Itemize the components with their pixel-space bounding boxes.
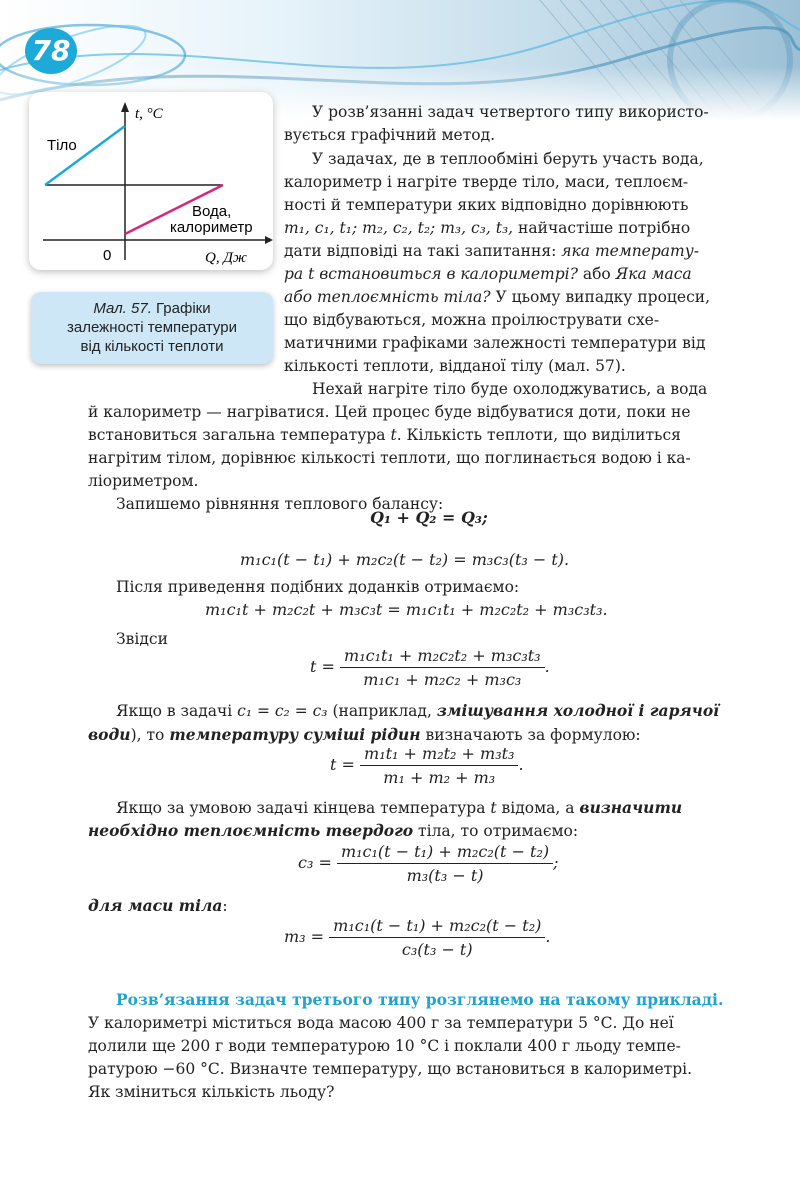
- p8a: ), то: [130, 726, 170, 744]
- p9: [116, 797, 682, 819]
- p2-line6: [284, 263, 692, 285]
- figure-caption: [31, 292, 273, 364]
- p9b: відома, а: [496, 799, 580, 817]
- p3-line3b: . Кількість теплоти, що виділиться: [396, 426, 681, 444]
- y-axis-arrow: [121, 102, 129, 112]
- p2-line3: ності й температури яких відповідно дорівнюють: [284, 196, 689, 214]
- formula-mix-numerator: m₁t₁ + m₂t₂ + m₃t₃: [360, 744, 518, 766]
- formula-c3-numerator: m₁c₁(t − t₁) + m₂c₂(t − t₂): [337, 842, 553, 864]
- formula-t: [310, 646, 550, 689]
- p7a: Якщо в задачі: [116, 702, 238, 720]
- caption-label: Мал. 57.: [93, 300, 152, 317]
- formula-c3-lhs: c₃ =: [298, 853, 332, 872]
- p8: [88, 724, 641, 746]
- body-cooling-line: [45, 126, 125, 185]
- p7-bold-italic: змішування холодної і гарячої: [436, 701, 720, 720]
- p2-line8: що відбуваються, можна проілюструвати схе-: [284, 311, 660, 329]
- p10-bold-italic: необхідно теплоємність твердого: [88, 821, 414, 840]
- caption-line1: Графіки: [151, 300, 211, 317]
- formula-m3-numerator: m₁c₁(t − t₁) + m₂c₂(t − t₂): [329, 916, 545, 938]
- formula-mix-lhs: t =: [330, 755, 355, 774]
- p3-line2: й калориметр — нагріватися. Цей процес буде відбуватися доти, поки не: [88, 403, 691, 421]
- formula-m3-end: .: [545, 927, 551, 946]
- water-line-label-1: Вода,: [192, 203, 232, 220]
- formula-mix-denominator: m₁ + m₂ + m₃: [383, 768, 496, 787]
- caption-line2: залежності температури: [67, 319, 237, 336]
- formula-m3-fraction: [329, 916, 545, 959]
- p2-line6-mid: або: [577, 265, 616, 283]
- formula-m3-denominator: c₃(t₃ − t): [401, 940, 473, 959]
- p3-line5: ліориметром.: [88, 472, 199, 490]
- p10: [88, 820, 578, 842]
- p11-bold-italic: для маси тіла: [88, 896, 223, 915]
- p2-line10: кількості теплоти, відданої тілу (мал. 57).: [284, 357, 626, 375]
- origin-label: 0: [103, 247, 112, 264]
- p2-line1: У задачах, де в теплообміні беруть участь вода,: [312, 150, 704, 168]
- temperature-graph: [29, 92, 273, 270]
- formula-c3-denominator: m₃(t₃ − t): [406, 866, 484, 885]
- p4: Запишемо рівняння теплового балансу:: [116, 495, 444, 513]
- p2-line5: [284, 240, 699, 262]
- p2-line5-italic: яка температу-: [561, 242, 699, 260]
- caption-line3: від кількості теплоти: [80, 338, 224, 355]
- formula-mix-end: .: [518, 755, 524, 774]
- page-number-badge: 78: [25, 28, 77, 74]
- p3-line3a: встановиться загальна температура: [88, 426, 391, 444]
- formula-m3-lhs: m₃ =: [284, 927, 325, 946]
- p3-line3-t: t: [390, 426, 397, 444]
- formula-t-end: .: [544, 657, 550, 676]
- formula-mix: [330, 744, 524, 787]
- example-line2: долили ще 200 г води температурою 10 °С і поклали 400 г льоду темпе-: [88, 1037, 681, 1055]
- formula-balance: Q₁ + Q₂ = Q₃;: [370, 508, 488, 527]
- formula-expanded: m₁c₁(t − t₁) + m₂c₂(t − t₂) = m₃c₃(t₃ − t).: [240, 550, 570, 569]
- p2-line6-italic2: Яка маса: [615, 265, 692, 283]
- p9-t: t: [490, 799, 497, 817]
- p8b: визначають за формулою:: [420, 726, 641, 744]
- x-axis-label: Q, Дж: [205, 250, 247, 266]
- formula-collected: m₁c₁t + m₂c₂t + m₃c₃t = m₁c₁t₁ + m₂c₂t₂ + m₃c₃t₃.: [205, 600, 608, 619]
- formula-t-denominator: m₁c₁ + m₂c₂ + m₃c₃: [363, 670, 522, 689]
- p7: [116, 700, 719, 722]
- y-axis-label: t, °C: [135, 106, 163, 122]
- formula-t-fraction: [340, 646, 545, 689]
- figure-graph: [29, 92, 273, 270]
- formula-c3-end: ;: [553, 853, 559, 872]
- p7b: (наприклад,: [327, 702, 437, 720]
- p2-line6-italic: ра t встановиться в калориметрі?: [284, 265, 578, 283]
- p9-bold-italic: визначити: [579, 798, 683, 817]
- p7-equation: c₁ = c₂ = c₃: [237, 702, 328, 720]
- p2-line2: калориметр і нагріте тверде тіло, маси, теплоєм-: [284, 173, 689, 191]
- formula-t-lhs: t =: [310, 657, 335, 676]
- p2-line7-rest: У цьому випадку процеси,: [490, 288, 711, 306]
- p10-rest: тіла, то отримаємо:: [413, 822, 579, 840]
- p8-bold-italic2: температуру суміші рідин: [169, 725, 421, 744]
- formula-c3: [298, 842, 559, 885]
- p3-line3: [88, 424, 681, 446]
- p3-line1: Нехай нагріте тіло буде охолоджуватись, а вода: [312, 380, 708, 398]
- example-line4: Як зміниться кількість льоду?: [88, 1083, 335, 1101]
- variables-list: m₁, c₁, t₁; m₂, c₂, t₂; m₃, c₃, t₃,: [284, 219, 514, 237]
- p3-line4: нагрітим тілом, дорівнює кількості теплоти, що поглинається водою і ка-: [88, 449, 691, 467]
- p5: Після приведення подібних доданків отримаємо:: [116, 578, 520, 596]
- water-line-label-2: калориметр: [170, 219, 253, 236]
- x-axis-arrow: [265, 236, 273, 244]
- p6: Звідси: [116, 630, 168, 648]
- example-heading: Розв’язання задач третього типу розглянемо на такому прикладі.: [116, 990, 724, 1009]
- p8-bold-italic1: води: [88, 725, 131, 744]
- example-line3: ратурою −60 °С. Визначте температуру, що встановиться в калориметрі.: [88, 1060, 693, 1078]
- p2-line9: матичними графіками залежності температури від: [284, 334, 706, 352]
- p2-line7: [284, 286, 710, 308]
- example-line1: У калориметрі міститься вода масою 400 г за температури 5 °С. До неї: [88, 1014, 674, 1032]
- formula-t-numerator: m₁c₁t₁ + m₂c₂t₂ + m₃c₃t₃: [340, 646, 545, 668]
- p11-rest: :: [222, 897, 228, 915]
- body-line-label: Тіло: [47, 137, 77, 154]
- p11: [88, 895, 228, 917]
- formula-mix-fraction: [360, 744, 518, 787]
- p1-line1: У розв’язанні задач четвертого типу використо-: [312, 103, 709, 121]
- p9a: Якщо за умовою задачі кінцева температура: [116, 799, 491, 817]
- formula-c3-fraction: [337, 842, 553, 885]
- p2-line4-rest: найчастіше потрібно: [513, 219, 691, 237]
- p2-line5-text: дати відповіді на такі запитання:: [284, 242, 562, 260]
- formula-m3: [284, 916, 550, 959]
- p2-line4: [284, 217, 690, 239]
- p2-line7-italic: або теплоємність тіла?: [284, 288, 491, 306]
- p1-line2: вується графічний метод.: [284, 126, 496, 144]
